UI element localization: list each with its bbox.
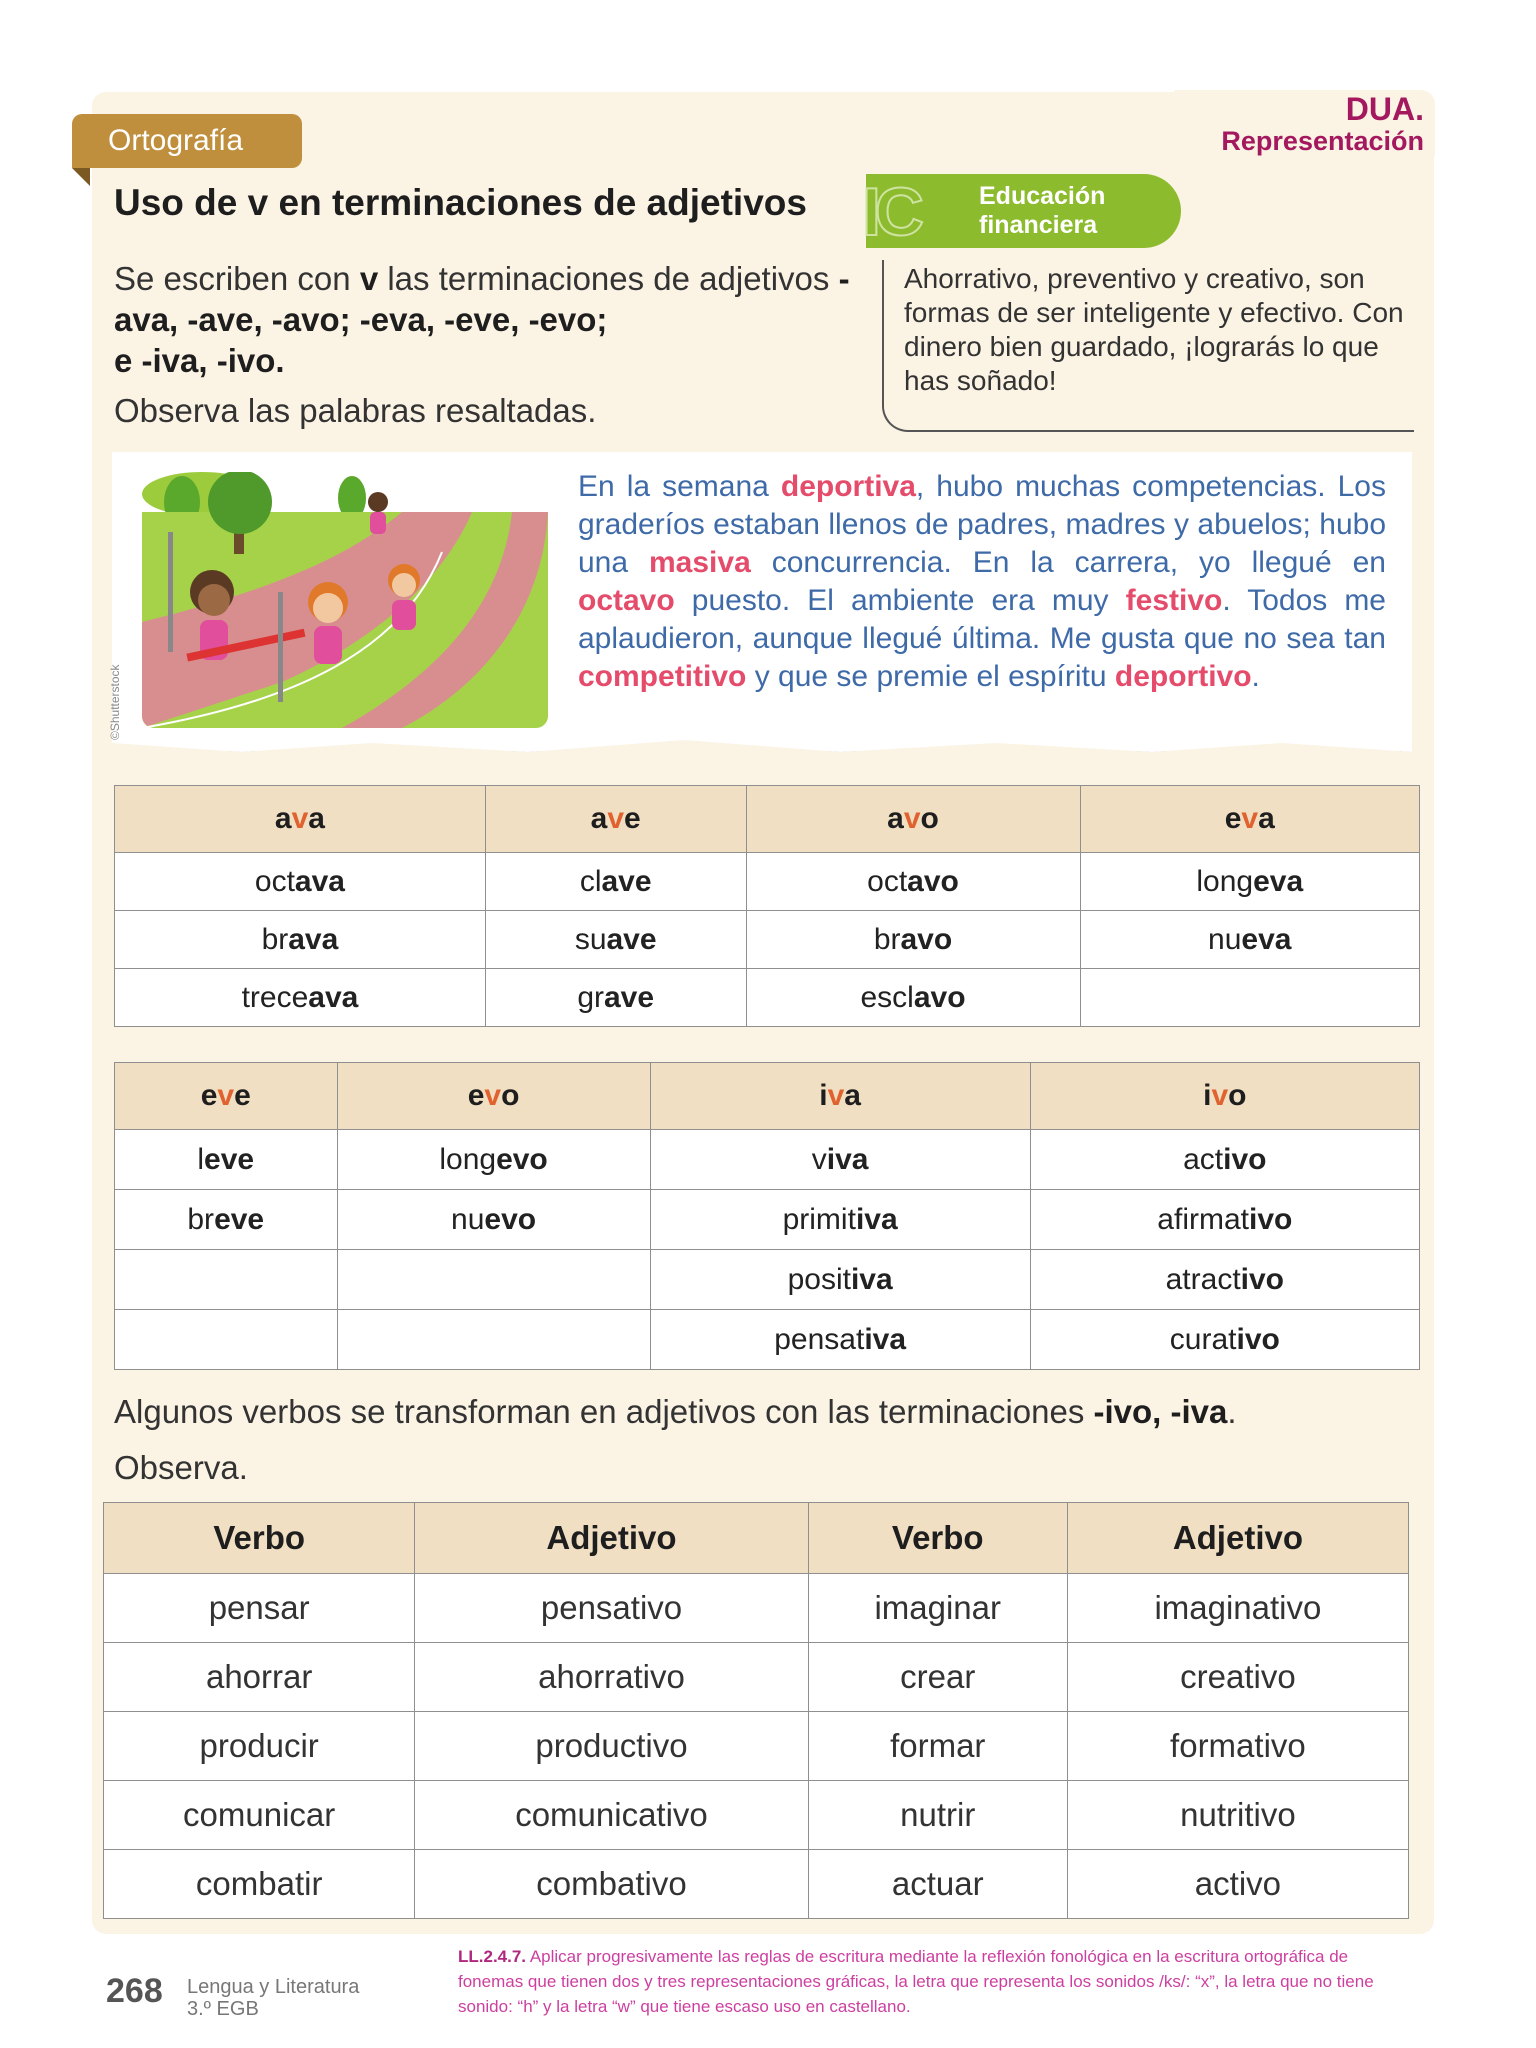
verb-cell: crear — [808, 1643, 1067, 1712]
word-cell: brava — [115, 911, 486, 969]
table-header-row — [104, 1503, 1409, 1574]
verbs-note-observe: Observa. — [114, 1449, 248, 1486]
table-row — [115, 911, 1420, 969]
verbs-note-endings: -ivo, -iva — [1093, 1393, 1228, 1430]
verb-cell: combatir — [104, 1850, 415, 1919]
intro-paragraph — [114, 258, 874, 381]
story-fragment: . Todos me aplaudieron, aunque llegué última. Me gusta que no sea tan — [578, 584, 1386, 655]
section-tag: Ortografía — [72, 114, 302, 168]
header-verbo: Verbo — [104, 1503, 415, 1574]
adjective-cell: combativo — [415, 1850, 808, 1919]
dua-label — [118, 92, 1424, 156]
word-cell: octava — [115, 853, 486, 911]
highlight-word: octavo — [578, 584, 675, 617]
word-cell: curativo — [1030, 1310, 1419, 1370]
table-header-row — [115, 1063, 1420, 1130]
word-cell: leve — [115, 1130, 338, 1190]
highlight-word: competitivo — [578, 660, 747, 693]
adjective-cell: productivo — [415, 1712, 808, 1781]
observe-text: Observa las palabras resaltadas. — [114, 392, 597, 429]
verb-cell: imaginar — [808, 1574, 1067, 1643]
adjective-cell: pensativo — [415, 1574, 808, 1643]
story-fragment: , hubo muchas competencias. Los graderíos estaban llenos de padres, madres y abuelos; hubo una — [578, 470, 1386, 579]
story-text — [578, 468, 1386, 696]
verb-cell: formar — [808, 1712, 1067, 1781]
verb-adjective-table — [103, 1502, 1409, 1919]
adjective-cell: activo — [1067, 1850, 1408, 1919]
verb-cell: nutrir — [808, 1781, 1067, 1850]
header-adjetivo: Adjetivo — [415, 1503, 808, 1574]
endings-table-2 — [114, 1062, 1420, 1370]
word-cell — [115, 1310, 338, 1370]
verbs-note-text: Algunos verbos se transforman en adjetivos con las terminaciones — [114, 1393, 1094, 1430]
header-ave: ave — [485, 786, 746, 853]
intro-endings-2: e -iva, -ivo. — [114, 342, 285, 379]
word-cell: afirmativo — [1030, 1190, 1419, 1250]
dua-subtitle: Representación — [1221, 126, 1424, 156]
header-eve: eve — [115, 1063, 338, 1130]
word-cell: pensativa — [650, 1310, 1030, 1370]
table-header-row — [115, 786, 1420, 853]
word-cell: activo — [1030, 1130, 1419, 1190]
header-iva: iva — [650, 1063, 1030, 1130]
table-row — [115, 1190, 1420, 1250]
verb-cell: pensar — [104, 1574, 415, 1643]
word-cell: longeva — [1080, 853, 1419, 911]
highlight-word: festivo — [1125, 584, 1223, 617]
header-eva: eva — [1080, 786, 1419, 853]
word-cell: clave — [485, 853, 746, 911]
word-cell: treceava — [115, 969, 486, 1027]
book-subject: Lengua y Literatura — [187, 1976, 360, 1998]
word-cell: octavo — [746, 853, 1080, 911]
financial-label-2: financiera — [979, 211, 1098, 239]
book-grade: 3.º EGB — [187, 1998, 259, 2020]
table-row — [115, 1130, 1420, 1190]
adjective-cell: formativo — [1067, 1712, 1408, 1781]
word-cell: nuevo — [337, 1190, 650, 1250]
story-fragment: y que se premie el espíritu — [746, 660, 1115, 693]
standard-text: Aplicar progresivamente las reglas de escritura mediante la reflexión fonológica en la escritura ortográfica de fonemas que tienen dos y tres representaciones gráficas, la letra que representa los sonidos /ks/: “x”, la letra que no tiene sonido: “h” y la letra “w” que tiene escaso uso en castellano. — [458, 1947, 1374, 2016]
table-row — [115, 853, 1420, 911]
image-credit: ©Shutterstock — [108, 664, 122, 740]
story-fragment: En la semana — [578, 470, 781, 503]
story-fragment: . — [1251, 660, 1260, 693]
story-fragment: concurrencia. En la carrera, yo llegué en — [750, 546, 1386, 579]
intro-text: Se escriben con — [114, 260, 360, 297]
verb-cell: comunicar — [104, 1781, 415, 1850]
adjective-cell: nutritivo — [1067, 1781, 1408, 1850]
header-adjetivo: Adjetivo — [1067, 1503, 1408, 1574]
table-row — [104, 1574, 1409, 1643]
word-cell: viva — [650, 1130, 1030, 1190]
highlight-word: deportiva — [780, 470, 916, 503]
curriculum-standard — [458, 1944, 1418, 2019]
word-cell: positiva — [650, 1250, 1030, 1310]
table-row — [115, 1250, 1420, 1310]
word-cell: bravo — [746, 911, 1080, 969]
word-cell — [337, 1250, 650, 1310]
header-verbo: Verbo — [808, 1503, 1067, 1574]
tag-fold — [72, 168, 90, 186]
header-avo: avo — [746, 786, 1080, 853]
table-row — [104, 1850, 1409, 1919]
header-evo: evo — [337, 1063, 650, 1130]
word-cell — [337, 1310, 650, 1370]
table-row — [115, 1310, 1420, 1370]
verb-cell: producir — [104, 1712, 415, 1781]
word-cell — [1080, 969, 1419, 1027]
table-row — [115, 969, 1420, 1027]
adjective-cell: ahorrativo — [415, 1643, 808, 1712]
word-cell: suave — [485, 911, 746, 969]
verb-cell: actuar — [808, 1850, 1067, 1919]
race-illustration-svg — [142, 472, 548, 728]
race-illustration — [142, 472, 548, 728]
header-ivo: ivo — [1030, 1063, 1419, 1130]
highlight-word: masiva — [649, 546, 751, 579]
table-row — [104, 1712, 1409, 1781]
verbs-note — [114, 1384, 1237, 1496]
word-cell: esclavo — [746, 969, 1080, 1027]
word-cell: longevo — [337, 1130, 650, 1190]
adjective-cell: creativo — [1067, 1643, 1408, 1712]
word-cell: breve — [115, 1190, 338, 1250]
intro-text: las terminaciones de adjetivos — [378, 260, 839, 297]
adjective-cell: imaginativo — [1067, 1574, 1408, 1643]
intro-endings: -ava, -ave, -avo; -eva, -eve, -evo; — [114, 260, 850, 338]
page-number: 268 — [106, 1972, 163, 2010]
word-cell: primitiva — [650, 1190, 1030, 1250]
financial-text: Ahorrativo, preventivo y creativo, son formas de ser inteligente y efectivo. Con dinero bien guardado, ¡lograrás lo que has soñado! — [904, 263, 1404, 396]
table-row — [104, 1643, 1409, 1712]
standard-code: LL.2.4.7. — [458, 1947, 527, 1966]
table-row — [104, 1781, 1409, 1850]
book-info — [187, 1976, 359, 2020]
adjective-cell: comunicativo — [415, 1781, 808, 1850]
word-cell: nueva — [1080, 911, 1419, 969]
story-fragment: puesto. El ambiente era muy — [674, 584, 1126, 617]
verb-cell: ahorrar — [104, 1643, 415, 1712]
word-cell: atractivo — [1030, 1250, 1419, 1310]
endings-table-1 — [114, 785, 1420, 1027]
dua-title: DUA. — [1345, 91, 1424, 127]
financial-label-1: Educación — [979, 182, 1106, 210]
word-cell: grave — [485, 969, 746, 1027]
highlight-word: deportivo — [1114, 660, 1252, 693]
page-heading: Uso de v en terminaciones de adjetivos — [114, 182, 807, 223]
intro-v: v — [359, 260, 379, 297]
financial-label — [979, 182, 1105, 240]
verbs-note-dot: . — [1227, 1393, 1237, 1430]
word-cell — [115, 1250, 338, 1310]
ic-icon: IC — [862, 174, 918, 250]
header-ava: ava — [115, 786, 486, 853]
